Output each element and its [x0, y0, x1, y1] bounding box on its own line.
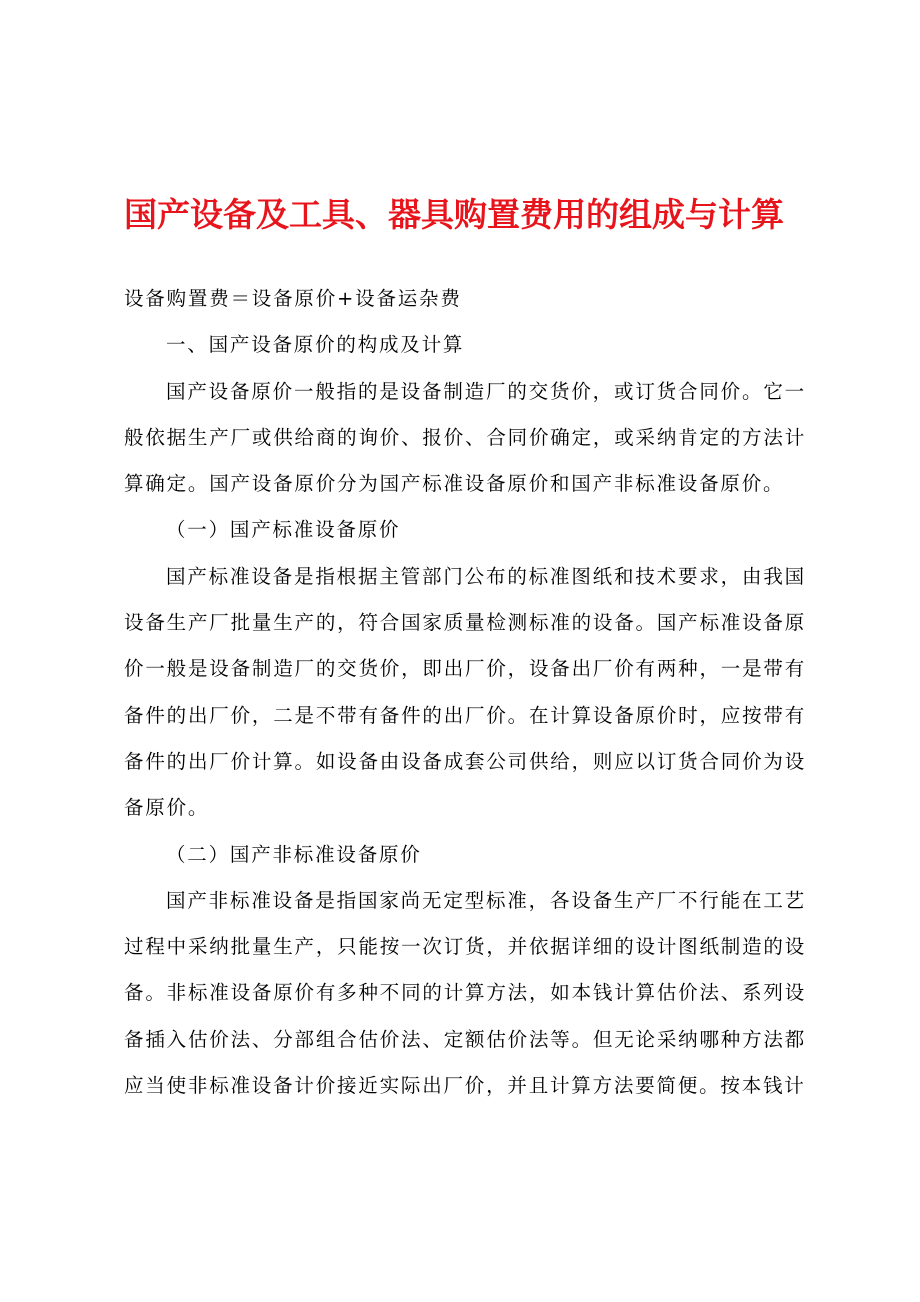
subsection-heading: （一）国产标准设备原价	[166, 518, 401, 542]
subsection-heading: （二）国产非标准设备原价	[166, 842, 422, 866]
formula-line: 设备购置费＝设备原价+设备运杂费	[124, 287, 462, 310]
section-heading: 一、国产设备原价的构成及计算	[166, 333, 465, 357]
document-title: 国产设备及工具、器具购置费用的组成与计算	[124, 195, 784, 234]
paragraph: 国产标准设备是指根据主管部门公布的标准图纸和技术要求，由我国设备生产厂批量生产的，符合国家质量检测标准的设备。国产标准设备原价一般是设备制造厂的交货价，即出厂价，设备出厂价有两种，一是带有备件的出厂价，二是不带有备件的出厂价。在计算设备原价时，应按带有备件的出厂价计算。如设备由设备成套公司供给，则应以订货合同价为设备原价。	[124, 564, 806, 820]
paragraph: 国产非标准设备是指国家尚无定型标准，各设备生产厂不行能在工艺过程中采纳批量生产，只能按一次订货，并依据详细的设计图纸制造的设备。非标准设备原价有多种不同的计算方法，如本钱计算估价法、系列设备插入估价法、分部组合估价法、定额估价法等。但无论采纳哪种方法都应当使非标准设备计价接近实际出厂价，并且计算方法要简便。按本钱计	[124, 888, 806, 1098]
document-body	[124, 276, 806, 1109]
paragraph: 国产设备原价一般指的是设备制造厂的交货价，或订货合同价。它一般依据生产厂或供给商的询价、报价、合同价确定，或采纳肯定的方法计算确定。国产设备原价分为国产标准设备原价和国产非标准设备原价。	[124, 379, 806, 496]
